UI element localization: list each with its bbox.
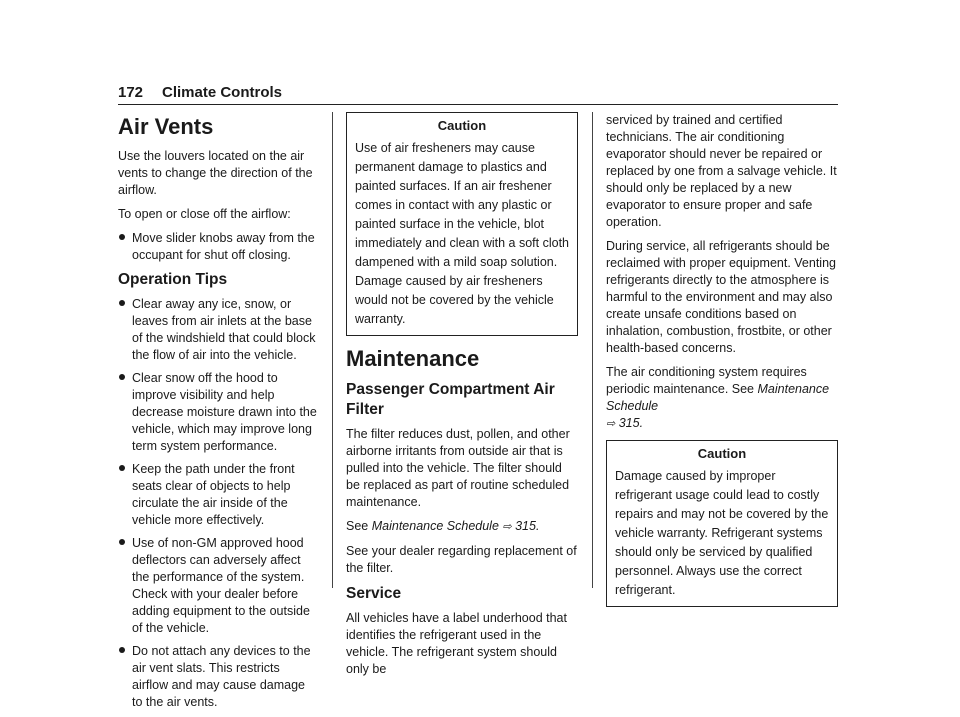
column-divider-2 xyxy=(592,112,593,588)
list-item-text: Clear snow off the hood to improve visibility and help decrease moisture drawn into the vehicle, which may improve long term system performance. xyxy=(132,371,317,453)
caution-box-refrigerant xyxy=(606,440,838,607)
bullet-icon xyxy=(119,300,125,306)
open-close-lead: To open or close off the airflow: xyxy=(118,207,291,221)
air-vents-intro: Use the louvers located on the air vents to change the direction of the airflow. xyxy=(118,149,313,197)
service-text: All vehicles have a label underhood that identifies the refrigerant used in the vehicle. The refrigerant system should only be xyxy=(346,611,567,676)
list-item-text: Keep the path under the front seats clear of objects to help circulate the air inside of the vehicle more effectively. xyxy=(132,462,295,527)
chapter-title: Climate Controls xyxy=(162,84,283,101)
bullet-icon xyxy=(119,234,125,240)
column-3 xyxy=(606,112,838,617)
operation-tips-heading: Operation Tips xyxy=(118,271,228,288)
bullet-icon xyxy=(119,539,125,545)
list-item xyxy=(118,643,318,711)
page-arrow-icon: ⇨ xyxy=(606,418,616,430)
caution-title: Caution xyxy=(697,446,747,461)
service-heading: Service xyxy=(346,585,402,602)
list-item xyxy=(118,535,318,637)
filter-heading: Passenger Compartment Air Filter xyxy=(346,381,555,418)
page-arrow-icon: ⇨ xyxy=(502,521,512,533)
maintenance-schedule-link[interactable]: Maintenance Schedule ⇨ 315. xyxy=(371,519,540,533)
service-continued-text: serviced by trained and certified technicians. The air conditioning evaporator should never be repaired or replaced by one from a salvage vehicle. It should only be replaced by a new evaporator to ensure proper and safe operation. xyxy=(606,113,837,229)
list-item xyxy=(118,370,318,455)
open-close-list xyxy=(118,230,318,264)
link-text: Maintenance Schedule xyxy=(371,519,499,533)
list-item xyxy=(118,461,318,529)
section-title-air-vents: Air Vents xyxy=(118,114,214,139)
during-service-text: During service, all refrigerants should be reclaimed with proper equipment. Venting refrigerants directly to the atmosphere is harmful to the environment and may also create unsafe conditions based on inhalation, combustion, frostbite, or other health-based concerns. xyxy=(606,239,836,355)
running-header xyxy=(118,84,838,104)
column-2 xyxy=(346,112,578,685)
bullet-icon xyxy=(119,465,125,471)
periodic-maintenance-text xyxy=(606,364,838,433)
column-divider-1 xyxy=(332,112,333,588)
link-text: Maintenance Schedule xyxy=(606,382,830,413)
periodic-prefix: The air conditioning system requires periodic maintenance. See xyxy=(606,365,807,396)
caution-box-air-fresheners xyxy=(346,112,578,336)
list-item-text: Clear away any ice, snow, or leaves from air inlets at the base of the windshield that could block the flow of air into the vehicle. xyxy=(132,297,316,362)
operation-tips-list xyxy=(118,296,318,711)
section-title-maintenance: Maintenance xyxy=(346,346,480,371)
filter-text: The filter reduces dust, pollen, and other airborne irritants from outside air that is pulled into the vehicle. The filter should be replaced as part of routine scheduled maintenance. xyxy=(346,427,570,509)
column-1 xyxy=(118,112,318,717)
bullet-icon xyxy=(119,374,125,380)
list-item xyxy=(118,230,318,264)
list-item-text: Use of non-GM approved hood deflectors can adversely affect the performance of the system. Check with your dealer before adding equipment to the outside of the vehicle. xyxy=(132,536,310,635)
list-item-text: Do not attach any devices to the air vent slats. This restricts airflow and may cause damage to the air vents. xyxy=(132,644,311,709)
see-reference xyxy=(346,518,578,536)
link-page: 315 xyxy=(515,519,536,533)
caution-title: Caution xyxy=(437,118,487,133)
caution-text: Damage caused by improper refrigerant usage could lead to costly repairs and may not be covered by the vehicle warranty. Refrigerant systems should only be serviced by qualified personnel. Always use the correct refrigerant. xyxy=(615,469,829,597)
caution-text: Use of air fresheners may cause permanent damage to plastics and painted surfaces. If an air freshener comes in contact with any plastic or painted surface in the vehicle, blot immediately and clean with a soft cloth dampened with a mild soap solution. Damage caused by air fresheners would not be covered by the vehicle warranty. xyxy=(355,141,569,326)
dealer-text: See your dealer regarding replacement of the filter. xyxy=(346,544,577,575)
list-item-text: Move slider knobs away from the occupant for shut off closing. xyxy=(132,231,315,262)
list-item xyxy=(118,296,318,364)
link-page: 315 xyxy=(618,416,640,430)
see-prefix: See xyxy=(346,519,369,533)
page-number: 172 xyxy=(118,84,144,101)
header-rule xyxy=(118,104,838,105)
maintenance-schedule-link[interactable]: Maintenance Schedule ⇨ 315. xyxy=(606,382,830,430)
bullet-icon xyxy=(119,647,125,653)
